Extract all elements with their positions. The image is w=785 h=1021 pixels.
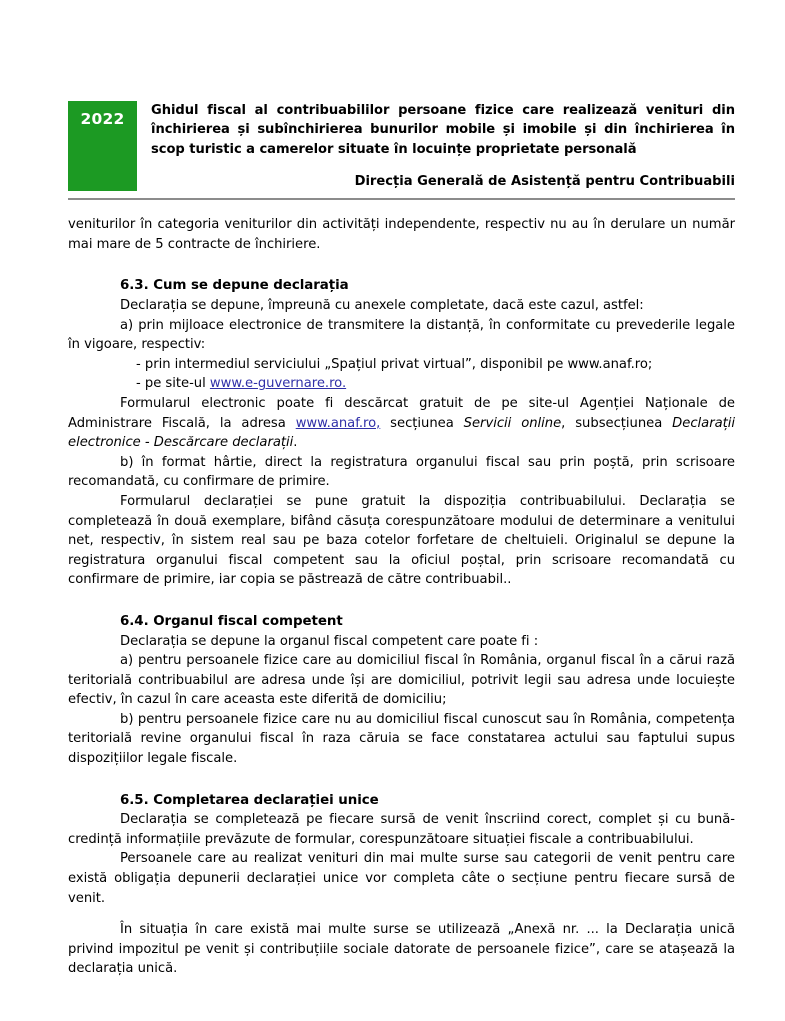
header-divider — [68, 198, 735, 200]
section-heading-6-4: 6.4. Organul fiscal competent — [120, 613, 343, 629]
document-issuer: Direcția Generală de Asistență pentru Contribuabili — [354, 174, 735, 190]
paragraph-6-5-3: În situația în care există mai multe surse se utilizează „Anexă nr. ... la Declarația unică privind impozitul pe venit și contribuțiile sociale datorate de persoanele fizice”, care se atașează la declarația unică. — [68, 922, 735, 977]
paragraph-6-5-2: Persoanele care au realizat venituri din mai multe surse sau categorii de venit pentru care există obligația depunerii declarației unice vor completa câte o secțiune pentru fiecare sursă de venit. — [68, 851, 735, 906]
paragraph-6-3-4: b) în format hârtie, direct la registratura organului fiscal sau prin poștă, prin scrisoare recomandată, cu confirmare de primire. — [68, 454, 735, 490]
paragraph-6-3-3-part4: . — [293, 435, 298, 451]
paragraph-6-4-3: b) pentru persoanele fizice care nu au domiciliul fiscal cunoscut sau în România, competența teritorială revine organului fiscal în raza căruia se face constatarea actului sau faptului supus dispozițiilor legale fiscale. — [68, 711, 735, 767]
carryover-paragraph: veniturilor în categoria veniturilor din activități independente, respectiv nu au în derulare un număr mai mare de 5 contracte de închiriere. — [68, 217, 735, 252]
paragraph-6-4-2: a) pentru persoanele fizice care au domiciliul fiscal în România, organul fiscal în a cărui rază teritorială contribuabilul are adresa unde își are domiciliul, potrivit legii sau adresa unde locuiește efectiv, în cazul în care aceasta este diferită de domiciliu; — [68, 653, 735, 708]
section-heading-6-3: 6.3. Cum se depune declarația — [120, 278, 349, 294]
document-header — [68, 101, 735, 191]
header-text-block — [137, 101, 735, 191]
section-heading-6-5: 6.5. Completarea declarației unice — [120, 792, 379, 808]
spacer — [68, 590, 735, 612]
paragraph-6-3-2: a) prin mijloace electronice de transmitere la distanță, în conformitate cu prevederile legale în vigoare, respectiv: — [68, 317, 735, 353]
paragraph-6-3-1: Declarația se depune, împreună cu anexele completate, dacă este cazul, astfel: — [120, 298, 644, 313]
bullet-eguvernare-prefix: - pe site-ul — [136, 376, 210, 392]
paragraph-6-3-3-italic-servicii-online: Servicii online — [463, 415, 562, 431]
paragraph-6-3-3 — [68, 394, 735, 453]
year-badge: 2022 — [68, 101, 137, 191]
document-title: Ghidul fiscal al contribuabililor persoane fizice care realizează venituri din închirierea și subînchirierea bunurilor mobile și imobile și din închirierea în scop turistic a camerelor situate în locuințe proprietate personală — [151, 103, 735, 157]
paragraph-6-3-3-part2: secțiunea — [380, 415, 464, 431]
bullet-spv: - prin intermediul serviciului „Spațiul privat virtual”, disponibil pe www.anaf.ro; — [136, 356, 653, 372]
paragraph-6-3-3-part3: , subsecțiunea — [561, 415, 673, 431]
spacer — [68, 908, 735, 920]
paragraph-6-3-3-italic-declaratii-electronice: Declarații electronice - Descărcare declarații — [68, 415, 736, 451]
bullet-eguvernare — [68, 374, 735, 394]
link-anaf[interactable]: www.anaf.ro, — [295, 415, 381, 431]
spacer — [68, 254, 735, 276]
paragraph-6-4-1: Declarația se depune la organul fiscal competent care poate fi : — [120, 633, 539, 649]
paragraph-6-3-5: Formularul declarației se pune gratuit la dispoziția contribuabilului. Declarația se completează în două exemplare, bifând căsuța corespunzătoare modului de determinare a venitului net, respectiv, în sistem real sau pe baza cotelor forfetare de cheltuieli. Originalul se depune la registratura organului fiscal competent sau la oficiul poștal, prin scrisoare recomandată cu confirmare de primire, iar copia se păstrează de către contribuabil.. — [68, 493, 735, 588]
document-body — [68, 215, 735, 979]
spacer — [68, 769, 735, 791]
link-e-guvernare[interactable]: www.e-guvernare.ro. — [209, 376, 347, 392]
paragraph-6-5-1: Declarația se completează pe fiecare sursă de venit înscriind corect, complet și cu bună-credință informațiile prevăzute de formular, corespunzătoare situației fiscale a contribuabilului. — [68, 812, 735, 847]
paragraph-6-3-3-part1: Formularul electronic poate fi descărcat gratuit de pe site-ul Agenției Naționale de Administrare Fiscală, la adresa — [68, 395, 735, 431]
